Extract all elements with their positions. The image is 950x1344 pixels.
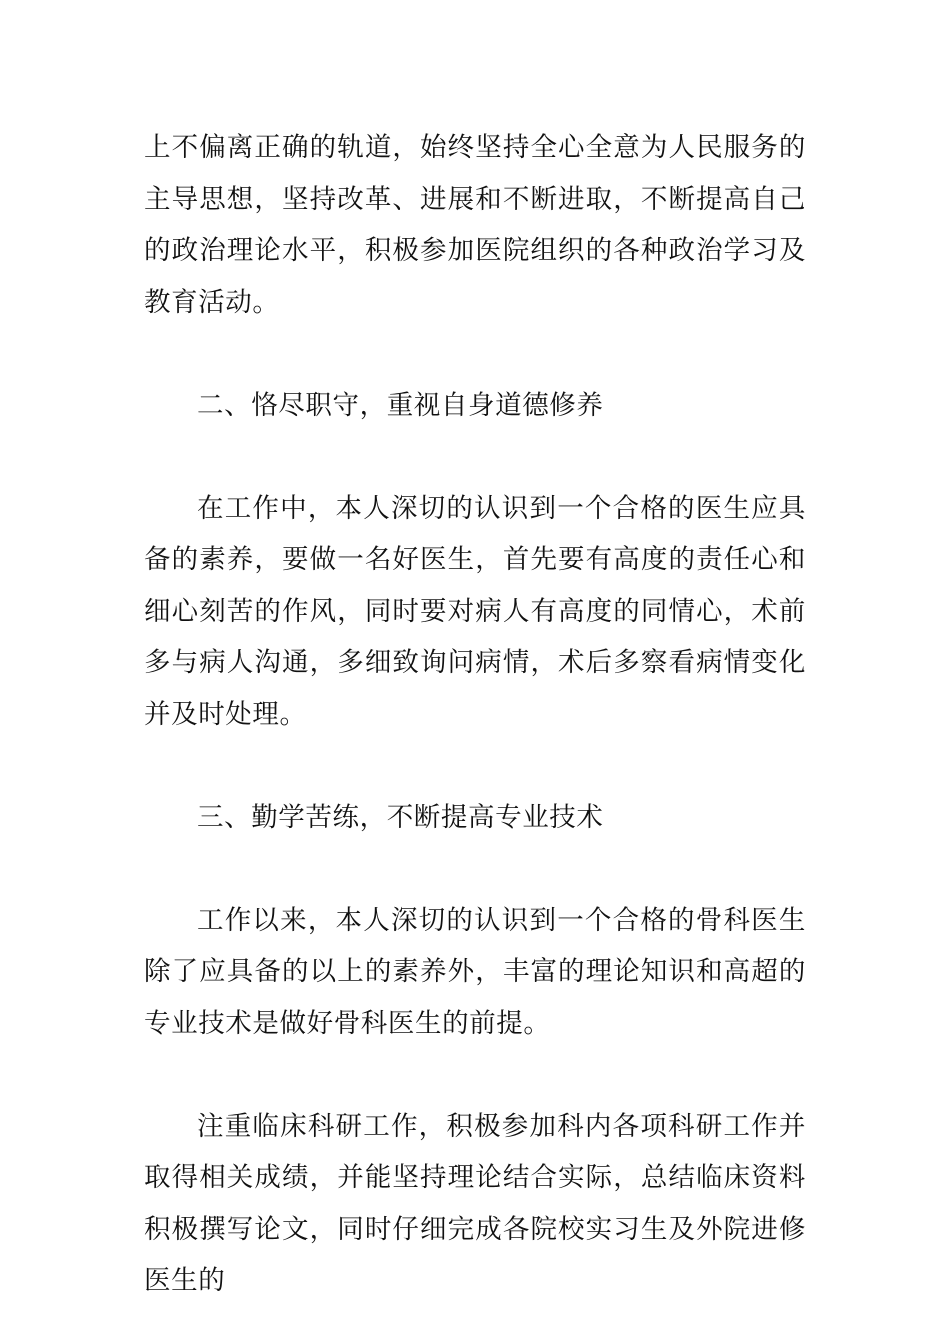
paragraph-gap xyxy=(144,1049,806,1101)
document-page xyxy=(144,122,806,1307)
paragraph-doctor-ethics: 在工作中，本人深切的认识到一个合格的医生应具备的素养，要做一名好医生，首先要有高度的责任心和细心刻苦的作风，同时要对病人有高度的同情心，术前多与病人沟通，多细致询问病情，术后多察看病情变化并及时处理。 xyxy=(144,492,806,730)
paragraph-political-study: 上不偏离正确的轨道，始终坚持全心全意为人民服务的主导思想，坚持改革、进展和不断进取，不断提高自己的政治理论水平，积极参加医院组织的各种政治学习及教育活动。 xyxy=(144,132,806,318)
paragraph-gap xyxy=(144,328,806,380)
paragraph-gap xyxy=(144,740,806,792)
section-heading-2: 二、恪尽职守，重视自身道德修养 xyxy=(197,389,604,421)
paragraph-clinical-research: 注重临床科研工作，积极参加科内各项科研工作并取得相关成绩，并能坚持理论结合实际，总结临床资料积极撰写论文，同时仔细完成各院校实习生及外院进修医生的 xyxy=(144,1110,806,1296)
paragraph-professional-skill: 工作以来，本人深切的认识到一个合格的骨科医生除了应具备的以上的素养外，丰富的理论知识和高超的专业技术是做好骨科医生的前提。 xyxy=(144,904,806,1039)
section-heading-3: 三、勤学苦练，不断提高专业技术 xyxy=(197,801,604,833)
paragraph-gap xyxy=(144,843,806,895)
paragraph-gap xyxy=(144,431,806,483)
